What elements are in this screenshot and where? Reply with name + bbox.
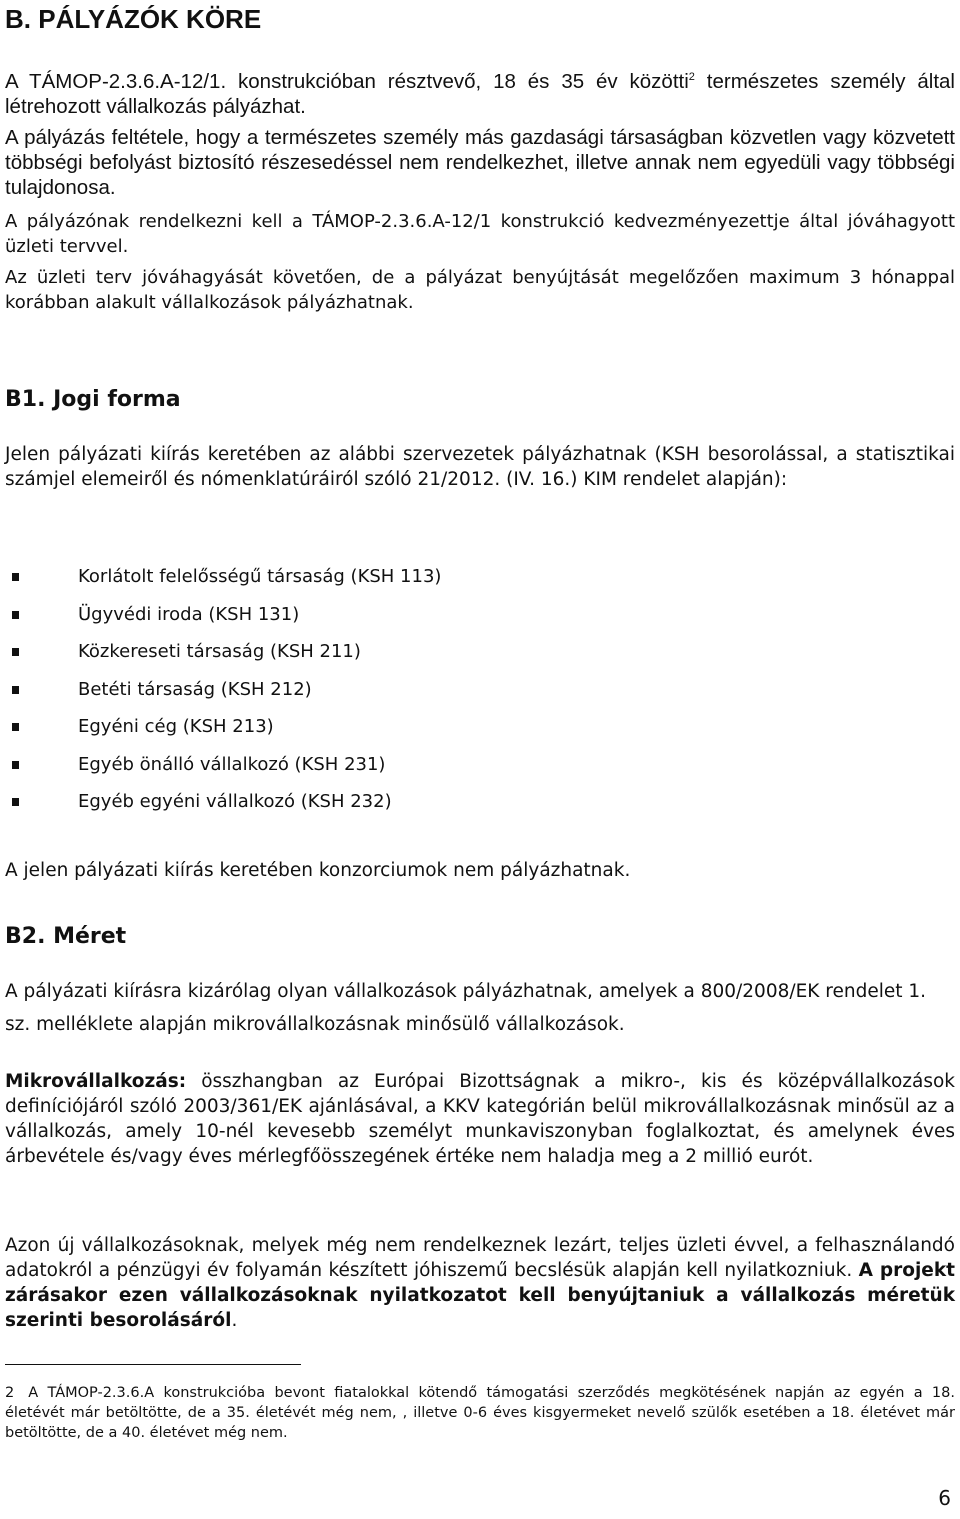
footnote-number: 2 bbox=[5, 1385, 15, 1401]
micro-enterprise-paragraph bbox=[5, 1069, 955, 1169]
square-bullet-icon bbox=[12, 648, 19, 656]
list-item bbox=[5, 750, 905, 788]
list-item bbox=[5, 787, 905, 825]
page-number: 6 bbox=[938, 1486, 951, 1510]
list-item bbox=[5, 712, 905, 750]
footnote-text: A TÁMOP-2.3.6.A konstrukcióba bevont fiatalokkal kötendő támogatási szerződés megkötésének napján az egyén a 18. életévét már betöltötte, de a 35. életévét még nem, , illetve 0-6 éves kisgyermeket nevelő szülők esetében a 18. életévet már betöltötte, de a 40. életévet még nem. bbox=[5, 1385, 955, 1441]
section-b2-text: A pályázati kiírásra kizárólag olyan vállalkozások pályázhatnak, amelyek a 800/2008/EK rendelet 1. sz. melléklete alapján mikrovállalkozásnak minősülő vállalkozások. bbox=[5, 981, 927, 1035]
new-enterprise-text: Azon új vállalkozásoknak, melyek még nem rendelkeznek lezárt, teljes üzleti évvel, a felhasználandó adatokról a pénzügyi év folyamán készített jóhiszemű becslésük alapján kell nyilatkozniuk. bbox=[5, 1235, 955, 1281]
list-item-label: Betéti társaság (KSH 212) bbox=[78, 678, 312, 700]
square-bullet-icon bbox=[12, 686, 19, 694]
intro-paragraph-3: A pályázónak rendelkezni kell a TÁMOP-2.3.6.A-12/1 konstrukció kedvezményezettje által jóváhagyott üzleti tervvel. bbox=[5, 211, 955, 257]
square-bullet-icon bbox=[12, 573, 19, 581]
footnote-separator bbox=[5, 1364, 301, 1365]
square-bullet-icon bbox=[12, 798, 19, 806]
square-bullet-icon bbox=[12, 761, 19, 769]
footnote bbox=[5, 1383, 955, 1443]
new-enterprise-paragraph bbox=[5, 1233, 955, 1333]
square-bullet-icon bbox=[12, 611, 19, 619]
micro-enterprise-text: összhangban az Európai Bizottságnak a mikro-, kis és középvállalkozások definíciójáról szóló 2003/361/EK ajánlásával, a KKV kategórián belül mikrovállalkozásnak minősül az a vállalkozás, amely 10-nél kevesebb személyt munkaviszonyban foglalkoztat, és amelynek éves árbevétele és/vagy éves mérlegfőösszegének értéke nem haladja meg a 2 millió eurót. bbox=[5, 1071, 955, 1167]
main-heading: B. PÁLYÁZÓK KÖRE bbox=[5, 4, 262, 34]
section-b1-heading: B1. Jogi forma bbox=[5, 387, 181, 412]
legal-form-list bbox=[5, 562, 905, 825]
list-item-label: Egyéb egyéni vállalkozó (KSH 232) bbox=[78, 791, 392, 812]
new-enterprise-bold-text: A projekt zárásakor ezen vállalkozásoknak nyilatkozatot kell benyújtaniuk a vállalkozás méretük szerinti besorolásáról bbox=[5, 1260, 956, 1331]
footnote-ref: 2 bbox=[688, 71, 695, 84]
list-item-label: Korlátolt felelősségű társaság (KSH 113) bbox=[78, 566, 442, 587]
intro-paragraph-1 bbox=[5, 69, 955, 119]
section-b1-closing: A jelen pályázati kiírás keretében konzorciumok nem pályázhatnak. bbox=[5, 860, 631, 881]
new-enterprise-end: . bbox=[231, 1310, 238, 1331]
list-item bbox=[5, 600, 905, 638]
list-item-label: Ügyvédi iroda (KSH 131) bbox=[78, 603, 300, 625]
list-item bbox=[5, 562, 905, 600]
micro-enterprise-label: Mikrovállalkozás: bbox=[5, 1071, 187, 1092]
list-item-label: Egyéni cég (KSH 213) bbox=[78, 716, 274, 737]
intro-p1-text: A TÁMOP-2.3.6.A-12/1. konstrukcióban résztvevő, 18 és 35 év közötti bbox=[5, 70, 689, 93]
list-item-label: Közkereseti társaság (KSH 211) bbox=[78, 641, 361, 662]
list-item bbox=[5, 637, 905, 675]
section-b2-heading: B2. Méret bbox=[5, 924, 127, 949]
intro-p1-text-end: természetes személy által létrehozott vállalkozás pályázhat. bbox=[5, 70, 955, 118]
section-b1-text: Jelen pályázati kiírás keretében az alábbi szervezetek pályázhatnak (KSH besorolással, a statisztikai számjel elemeiről és nómenklatúráiról szóló 21/2012. (IV. 16.) KIM rendelet alapján): bbox=[5, 444, 955, 490]
list-item bbox=[5, 675, 905, 713]
intro-paragraph-2: A pályázás feltétele, hogy a természetes személy más gazdasági társaságban közvetlen vagy közvetett többségi befolyást biztosító részesedéssel nem rendelkezhet, illetve annak nem egyedüli vagy többségi tulajdonosa. bbox=[5, 126, 955, 199]
square-bullet-icon bbox=[12, 723, 19, 731]
intro-paragraph-4: Az üzleti terv jóváhagyását követően, de a pályázat benyújtását megelőzően maximum 3 hónappal korábban alakult vállalkozások pályázhatnak. bbox=[5, 267, 955, 313]
list-item-label: Egyéb önálló vállalkozó (KSH 231) bbox=[78, 753, 386, 775]
